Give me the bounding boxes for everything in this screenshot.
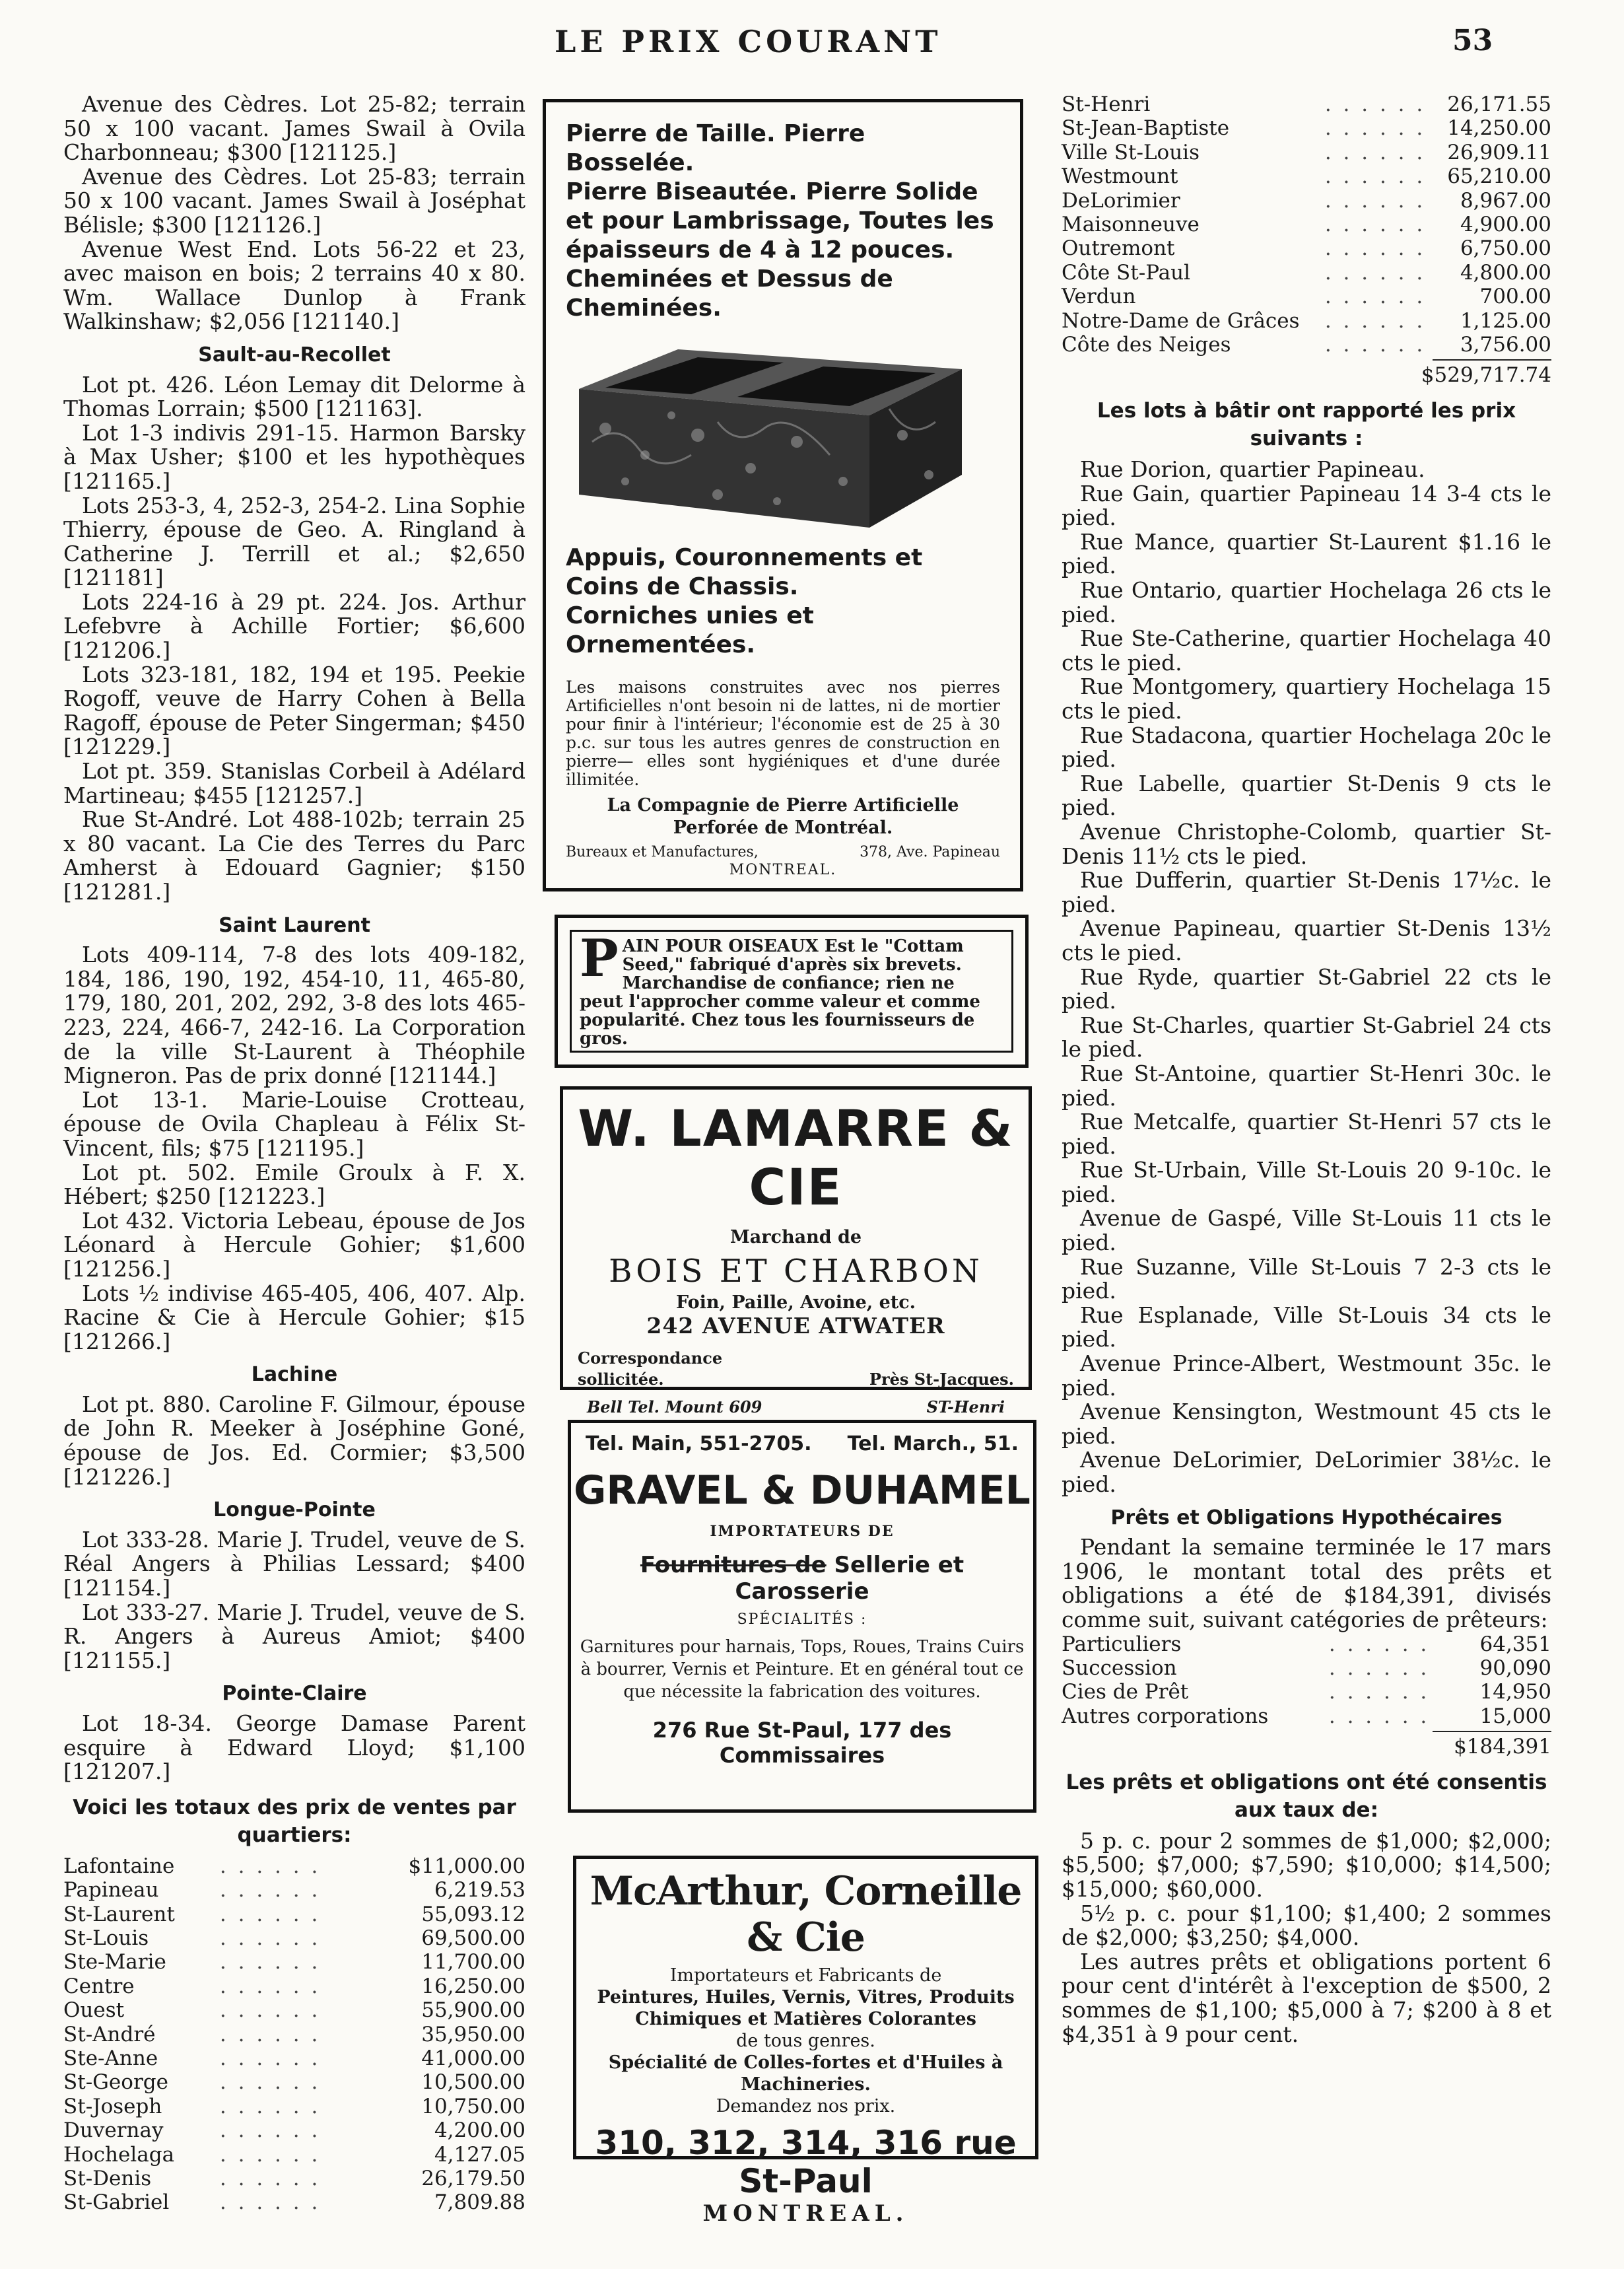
longue-pointe-entries [63, 1528, 525, 1673]
row-label: Centre [63, 1974, 135, 1998]
entry-paragraph: Lot 432. Victoria Lebeau, épouse de Jos Léonard à Hercule Gohier; $1,600 [121256.] [63, 1207, 525, 1282]
section-title-longue-pointe: Longue-Pointe [213, 1498, 376, 1522]
totals-row [63, 1998, 525, 2022]
row-value: 10,750.00 [421, 2094, 525, 2118]
leader-dots: . . . . . . [1328, 1656, 1430, 1680]
right-column [1062, 92, 1551, 2046]
ad-gravel-brand: GRAVEL & DUHAMEL [574, 1467, 1031, 1514]
row-value: 35,950.00 [421, 2022, 525, 2046]
lot-price-entry: Avenue Kensington, Westmount 45 cts le pied. [1062, 1399, 1551, 1449]
lot-price-entry: Avenue de Gaspé, Ville St-Louis 11 cts le pied. [1062, 1205, 1551, 1256]
ad-gravel-description: Garnitures pour harnais, Tops, Roues, Trains Cuirs à bourrer, Vernis et Peinture. Et en général tout ce que nécessite la fabrication des voitures. [580, 1637, 1025, 1702]
ad-lamarre-marchand: Marchand de [729, 1227, 862, 1247]
entry-paragraph: Lots 409-114, 7-8 des lots 409-182, 184, 186, 190, 192, 454-10, 11, 465-80, 179, 180, 201, 202, 292, 3-8 des lots 465-223, 224, 466-7, 242-16. La Corporation de la ville St-Laurent à Théophile Migneron. Pas de prix donné [121144.] [63, 942, 525, 1089]
row-label: Ste-Anne [63, 2046, 158, 2071]
totals-row [63, 1926, 525, 1950]
row-label: St-George [63, 2070, 168, 2095]
ad-gravel-fournitures [571, 1552, 1033, 1605]
entry-paragraph: Avenue des Cèdres. Lot 25-82; terrain 50 x 100 vacant. James Swail à Ovila Charbonneau; $300 [121125.] [63, 91, 525, 166]
entry-paragraph: Avenue West End. Lots 56-22 et 23, avec maison en bois; 2 terrains 40 x 80. Wm. Wallace Dunlop à Frank Walkinshaw; $2,056 [121140.] [63, 236, 525, 335]
row-label: Particuliers [1062, 1632, 1182, 1656]
leader-dots: . . . . . . [219, 1998, 321, 2023]
row-label: Westmount [1062, 164, 1178, 189]
ad-lamarre-bois: BOIS ET CHARBON [609, 1253, 983, 1290]
section-title-sault: Sault-au-Recollet [198, 343, 391, 367]
totals-row [63, 2143, 525, 2167]
leader-dots: . . . . . . [219, 1878, 321, 1902]
entry-paragraph: Rue St-André. Lot 488-102b; terrain 25 x 80 vacant. La Cie des Terres du Parc Amherst à Edouard Gagnier; $150 [121281.] [63, 806, 525, 905]
ad-pain-inner [570, 930, 1013, 1053]
totals-row [1062, 213, 1551, 236]
section-title-pointe-claire: Pointe-Claire [222, 1682, 367, 1706]
ad-lamarre-foin: Foin, Paille, Avoine, etc. [675, 1292, 916, 1313]
leader-dots: . . . . . . [1324, 92, 1426, 116]
row-value: 16,250.00 [421, 1974, 525, 1998]
prets-rule [1433, 1731, 1551, 1732]
section-title-saint-laurent: Saint Laurent [219, 913, 370, 937]
ad-stone-line4: Appuis, Couronnements et Coins de Chassis. [566, 544, 923, 600]
left-column [63, 92, 525, 2215]
leader-dots: . . . . . . [1324, 308, 1426, 333]
ad-lamarre-address: 242 AVENUE ATWATER [646, 1313, 945, 1339]
lot-price-entry: Rue Stadacona, quartier Hochelaga 20c le pied. [1062, 722, 1551, 773]
lot-price-entry: Rue St-Urbain, Ville St-Louis 20 9-10c. le pied. [1062, 1157, 1551, 1207]
leader-dots: . . . . . . [1328, 1704, 1430, 1728]
row-value: 4,200.00 [434, 2118, 525, 2143]
ad-gravel-address: 276 Rue St-Paul, 177 des Commissaires [652, 1718, 952, 1768]
pointe-claire-entries [63, 1712, 525, 1784]
leader-dots: . . . . . . [1324, 236, 1426, 261]
lot-price-entry: Rue Ontario, quartier Hochelaga 26 cts le pied. [1062, 577, 1551, 627]
intro-entries [63, 92, 525, 334]
row-value: 1,125.00 [1460, 308, 1551, 333]
lachine-entries [63, 1393, 525, 1489]
leader-dots: . . . . . . [219, 1902, 321, 1926]
prets-table [1062, 1632, 1551, 1729]
row-label: St-André [63, 2022, 156, 2046]
row-label: St-Laurent [63, 1902, 175, 1926]
leader-dots: . . . . . . [219, 2070, 321, 2095]
row-value: $11,000.00 [408, 1854, 525, 1878]
leader-dots: . . . . . . [219, 1926, 321, 1950]
page-number: 53 [1452, 24, 1493, 57]
row-label: Ville St-Louis [1062, 140, 1200, 164]
leader-dots: . . . . . . [219, 2022, 321, 2046]
taux-entry: 5 p. c. pour 2 sommes de $1,000; $2,000; $5,500; $7,000; $7,590; $10,000; $14,500; $15,000; $60,000. [1062, 1827, 1551, 1902]
prets-row [1062, 1704, 1551, 1728]
totals-row [1062, 285, 1551, 308]
ad-gravel-specialites: SPÉCIALITÉS : [737, 1611, 867, 1628]
lot-price-entry: Rue Ryde, quartier St-Gabriel 22 cts le pied. [1062, 963, 1551, 1014]
entry-paragraph: Lot pt. 880. Caroline F. Gilmour, épouse de John R. Meeker à Joséphine Goné, épouse de Jos. Ed. Cormier; $3,500 [121226.] [63, 1391, 525, 1490]
lot-price-entry: Rue Esplanade, Ville St-Louis 34 cts le pied. [1062, 1302, 1551, 1352]
prets-row [1062, 1656, 1551, 1680]
entry-paragraph: Lot 333-27. Marie J. Trudel, veuve de S. R. Angers à Aureus Amiot; $400 [121155.] [63, 1599, 525, 1673]
row-value: 6,219.53 [434, 1878, 525, 1902]
leader-dots: . . . . . . [1324, 116, 1426, 141]
row-label: Succession [1062, 1656, 1177, 1680]
ad-lamarre [560, 1086, 1032, 1416]
lot-price-entry: Rue Ste-Catherine, quartier Hochelaga 40 cts le pied. [1062, 625, 1551, 676]
totals-title: Voici les totaux des prix de ventes par quartiers: [73, 1795, 516, 1847]
ad-stone-line5: Corniches unies et Ornementées. [566, 602, 814, 658]
prets-total: $184,391 [1454, 1735, 1551, 1759]
totals-row [1062, 141, 1551, 164]
row-value: 3,756.00 [1460, 333, 1551, 357]
entry-paragraph: Lots 253-3, 4, 252-3, 254-2. Lina Sophie Thierry, épouse de Geo. A. Ringland à Catherine J. Terrill et al.; $2,650 [121181] [63, 492, 525, 591]
totals-row [63, 1878, 525, 1902]
lots-title: Les lots à bâtir ont rapporté les prix suivants : [1097, 399, 1516, 451]
row-value: 6,750.00 [1460, 236, 1551, 261]
leader-dots: . . . . . . [1328, 1680, 1430, 1704]
entry-paragraph: Lots 323-181, 182, 194 et 195. Peekie Rogoff, veuve de Harry Cohen à Bella Ragoff, épouse de Peter Singerman; $450 [121229.] [63, 661, 525, 760]
row-label: Côte St-Paul [1062, 260, 1191, 285]
ad-lamarre-sollicitee: sollicitée. [578, 1370, 664, 1389]
ad-mcarthur-brand: McArthur, Corneille & Cie [590, 1868, 1022, 1961]
row-value: 69,500.00 [421, 1926, 525, 1950]
totals-table-continued [1062, 92, 1551, 357]
row-label: Ste-Marie [63, 1950, 166, 1974]
lot-price-entry: Rue Dorion, quartier Papineau. [1080, 456, 1425, 483]
totals-row [63, 2070, 525, 2094]
total-rule [1433, 359, 1551, 361]
row-value: 4,900.00 [1460, 213, 1551, 237]
leader-dots: . . . . . . [219, 1950, 321, 1974]
leader-dots: . . . . . . [219, 1854, 321, 1878]
leader-dots: . . . . . . [219, 1974, 321, 1998]
lot-price-entry: Avenue Papineau, quartier St-Denis 13½ cts le pied. [1062, 915, 1551, 965]
lot-price-entry: Rue Suzanne, Ville St-Louis 7 2-3 cts le pied. [1062, 1253, 1551, 1304]
leader-dots: . . . . . . [1324, 213, 1426, 237]
row-label: St-Henri [1062, 92, 1151, 116]
ad-stone-description: Les maisons construites avec nos pierres Artificielles n'ont besoin ni de lattes, ni de mortier pour finir à l'intérieur; l'économie est de 25 à 30 p.c. sur tous les autres genres de construction en pierre— elles sont hygiéniques et d'une durée illimitée. [566, 678, 1000, 789]
row-value: 8,967.00 [1460, 188, 1551, 213]
leader-dots: . . . . . . [1324, 164, 1426, 189]
taux-title: Les prêts et obligations ont été consentis aux taux de: [1066, 1770, 1547, 1822]
totals-row [63, 2118, 525, 2142]
ad-pain-oiseaux [555, 915, 1029, 1068]
totals-row [1062, 333, 1551, 357]
row-value: 14,250.00 [1447, 116, 1551, 141]
prets-row [1062, 1680, 1551, 1704]
ad-stone-city: MONTREAL. [729, 862, 837, 878]
leader-dots: . . . . . . [1324, 285, 1426, 309]
row-label: Outremont [1062, 236, 1175, 261]
ad-gravel-fourn-strike: Fournitures de [640, 1552, 827, 1578]
leader-dots: . . . . . . [219, 2142, 321, 2167]
ad-lamarre-row2 [563, 1369, 1029, 1390]
section-title-lachine: Lachine [251, 1363, 338, 1387]
ad-lamarre-row3 [563, 1397, 1029, 1418]
leader-dots: . . . . . . [1328, 1632, 1430, 1656]
row-value: 26,909.11 [1447, 140, 1551, 164]
totals-row [63, 1950, 525, 1974]
row-label: Verdun [1062, 285, 1136, 309]
row-label: Lafontaine [63, 1854, 175, 1878]
row-label: St-Louis [63, 1926, 149, 1950]
row-value: 55,900.00 [421, 1998, 525, 2023]
lot-price-entry: Rue Metcalfe, quartier St-Henri 57 cts le pied. [1062, 1109, 1551, 1159]
leader-dots: . . . . . . [219, 2190, 321, 2215]
row-value: 4,800.00 [1460, 260, 1551, 285]
row-label: Papineau [63, 1878, 159, 1902]
row-label: Maisonneuve [1062, 213, 1200, 237]
totals-row [63, 2167, 525, 2190]
leader-dots: . . . . . . [1324, 188, 1426, 213]
ad-stone-address-row [566, 843, 1000, 862]
ad-stone-line3: Cheminées et Dessus de Cheminées. [566, 265, 893, 322]
prets-title: Prêts et Obligations Hypothécaires [1110, 1506, 1503, 1529]
page-header [0, 20, 1624, 66]
ad-stone-address: 378, Ave. Papineau [860, 844, 1000, 860]
row-label: Cies de Prêt [1062, 1680, 1189, 1704]
row-label: St-Gabriel [63, 2190, 170, 2215]
totals-row [1062, 236, 1551, 260]
totals-row [1062, 116, 1551, 140]
entry-paragraph: Lots 224-16 à 29 pt. 224. Jos. Arthur Lefebvre à Achille Fortier; $6,600 [121206.] [63, 588, 525, 664]
row-value: 15,000 [1479, 1704, 1551, 1728]
ad-mcarthur [573, 1856, 1038, 2227]
ad-gravel-tel2: Tel. March., 51. [847, 1432, 1019, 1455]
row-value: 26,171.55 [1447, 92, 1551, 116]
leader-dots: . . . . . . [219, 2046, 321, 2071]
leader-dots: . . . . . . [1324, 333, 1426, 357]
ad-gravel-duhamel [568, 1420, 1036, 1813]
entry-paragraph: Lot 13-1. Marie-Louise Crotteau, épouse de Ovila Chapleau à Félix St-Vincent, fils; $75 [121195.] [63, 1086, 525, 1161]
totals-row [63, 2190, 525, 2214]
lot-price-entry: Avenue Prince-Albert, Westmount 35c. le pied. [1062, 1350, 1551, 1401]
row-value: 55,093.12 [421, 1902, 525, 1926]
prets-intro: Pendant la semaine terminée le 17 mars 1906, le montant total des prêts et obligations a été de $184,391, divisés comme suit, suivant catégories de prêteurs: [1062, 1534, 1551, 1632]
row-value: 4,127.05 [434, 2142, 525, 2167]
ad-mcarthur-address: 310, 312, 314, 316 rue St-Paul [595, 2124, 1017, 2200]
row-label: Ouest [63, 1998, 125, 2023]
ad-gravel-tel1: Tel. Main, 551-2705. [586, 1432, 812, 1455]
entry-paragraph: Lot pt. 426. Léon Lemay dit Delorme à Thomas Lorrain; $500 [121163]. [63, 371, 525, 422]
row-value: 64,351 [1479, 1632, 1551, 1656]
leader-dots: . . . . . . [1324, 260, 1426, 285]
totals-row [1062, 309, 1551, 333]
ad-stone-bureaux: Bureaux et Manufactures, [566, 844, 759, 860]
entry-paragraph: Lots ½ indivise 465-405, 406, 407. Alp. Racine & Cie à Hercule Gohier; $15 [121266.] [63, 1280, 525, 1354]
ad-lamarre-brand: W. LAMARRE & CIE [578, 1099, 1014, 1216]
totals-row [63, 1902, 525, 1926]
row-value: 10,500.00 [421, 2070, 525, 2095]
saint-laurent-entries [63, 943, 525, 1354]
entry-paragraph: Lot 1-3 indivis 291-15. Harmon Barsky à Max Usher; $100 et les hypothèques [121165.] [63, 419, 525, 494]
entry-paragraph: Lot 333-28. Marie J. Trudel, veuve de S. Réal Angers à Philias Lessard; $400 [121154.] [63, 1526, 525, 1601]
row-label: Autres corporations [1062, 1704, 1269, 1728]
row-value: 90,090 [1479, 1656, 1551, 1680]
ad-stone-line1: Pierre de Taille. Pierre Bosselée. [566, 120, 865, 176]
sault-entries [63, 373, 525, 905]
ad-pierre-artificielle [543, 99, 1023, 891]
totals-row [1062, 164, 1551, 188]
row-value: 65,210.00 [1447, 164, 1551, 189]
row-value: 41,000.00 [421, 2046, 525, 2071]
lot-price-entry: Rue St-Charles, quartier St-Gabriel 24 cts le pied. [1062, 1012, 1551, 1063]
ad-lamarre-bell: Bell Tel. Mount 609 [587, 1397, 762, 1416]
ad-gravel-importateurs: IMPORTATEURS DE [710, 1523, 895, 1540]
ad-gravel-fourn-rest: Sellerie et Carosserie [735, 1552, 964, 1605]
ad-mcarthur-t1: Importateurs et Fabricants de [669, 1965, 942, 1986]
row-value: 7,809.88 [434, 2190, 525, 2215]
row-label: Notre-Dame de Grâces [1062, 308, 1300, 333]
ad-mcarthur-t4: Spécialité de Colles-fortes et d'Huiles à Machineries. [608, 2052, 1003, 2095]
totals-table [63, 1854, 525, 2215]
lot-price-entry: Avenue Christophe-Colomb, quartier St-Denis 11½ cts le pied. [1062, 818, 1551, 869]
entry-paragraph: Lot 18-34. George Damase Parent esquire à Edward Lloyd; $1,100 [121207.] [63, 1710, 525, 1785]
lot-price-entry: Rue Dufferin, quartier St-Denis 17½c. le pied. [1062, 867, 1551, 917]
ad-gravel-tel-row [571, 1423, 1033, 1455]
row-label: St-Joseph [63, 2094, 162, 2118]
ad-mcarthur-t5: Demandez nos prix. [716, 2096, 896, 2116]
lot-price-entry: Rue Labelle, quartier St-Denis 9 cts le pied. [1062, 770, 1551, 821]
totals-row [1062, 189, 1551, 213]
ad-mcarthur-city: MONTREAL. [702, 2200, 909, 2227]
ad-pain-text: AIN POUR OISEAUX Est le "Cottam Seed," fabriqué d'après six brevets. Marchandise de confiance; rien ne peut l'approcher comme valeur et comme popularité. Chez tous les fournisseurs de gros. [580, 936, 980, 1049]
prets-row [1062, 1632, 1551, 1656]
ad-lamarre-corr: Correspondance [578, 1348, 723, 1368]
leader-dots: . . . . . . [219, 2118, 321, 2143]
lot-price-entry: Rue Montgomery, quartiery Hochelaga 15 cts le pied. [1062, 674, 1551, 724]
lots-list [1062, 458, 1551, 1497]
totals-row [63, 1854, 525, 1878]
row-label: St-Jean-Baptiste [1062, 116, 1230, 141]
taux-list [1062, 1829, 1551, 2046]
lot-price-entry: Rue Mance, quartier St-Laurent $1.16 le pied. [1062, 528, 1551, 579]
row-label: Hochelaga [63, 2142, 175, 2167]
row-value: 26,179.50 [421, 2167, 525, 2191]
totals-row [1062, 92, 1551, 116]
entry-paragraph: Avenue des Cèdres. Lot 25-83; terrain 50 x 100 vacant. James Swail à Joséphat Bélisle; $300 [121126.] [63, 163, 525, 238]
lot-price-entry: Avenue DeLorimier, DeLorimier 38½c. le pied. [1062, 1447, 1551, 1497]
row-value: 14,950 [1479, 1680, 1551, 1704]
ad-stone-line2: Pierre Biseautée. Pierre Solide et pour Lambrissage, Toutes les épaisseurs de 4 à 12 pouces. [566, 178, 994, 263]
totals-row [63, 2023, 525, 2046]
leader-dots: . . . . . . [219, 2167, 321, 2191]
row-label: Côte des Neiges [1062, 333, 1231, 357]
ad-stone-company: La Compagnie de Pierre Artificielle Perforée de Montréal. [607, 795, 959, 838]
totals-row [63, 1974, 525, 1998]
taux-entry: Les autres prêts et obligations portent 6 pour cent d'intérêt à l'exception de $500, 2 sommes de $1,100; $5,000 à 7; $200 à 8 et $4,351 à 9 pour cent. [1062, 1948, 1551, 2047]
row-value: 700.00 [1479, 285, 1551, 309]
ad-lamarre-row1 [563, 1348, 1029, 1369]
stone-block-illustration [566, 343, 975, 534]
lot-price-entry: Rue St-Antoine, quartier St-Henri 30c. le pied. [1062, 1060, 1551, 1111]
row-label: St-Denis [63, 2167, 152, 2191]
totals-row [63, 2046, 525, 2070]
leader-dots: . . . . . . [219, 2094, 321, 2118]
totals-row [1062, 261, 1551, 285]
ad-mcarthur-t3: de tous genres. [736, 2031, 875, 2051]
lot-price-entry: Rue Gain, quartier Papineau 14 3-4 cts le pied. [1062, 480, 1551, 531]
leader-dots: . . . . . . [1324, 140, 1426, 164]
ad-pain-initial: P [580, 928, 619, 989]
taux-entry: 5½ p. c. pour $1,100; $1,400; 2 sommes de $2,000; $3,250; $4,000. [1062, 1900, 1551, 1951]
row-label: DeLorimier [1062, 188, 1180, 213]
ad-lamarre-sthenri: ST-Henri [926, 1397, 1005, 1416]
entry-paragraph: Lot pt. 359. Stanislas Corbeil à Adélard Martineau; $455 [121257.] [63, 758, 525, 808]
totals-row [63, 2095, 525, 2118]
ad-lamarre-pres: Près St-Jacques. [869, 1370, 1014, 1389]
row-label: Duvernay [63, 2118, 164, 2143]
grand-total: $529,717.74 [1421, 363, 1551, 388]
row-value: 11,700.00 [421, 1950, 525, 1974]
ad-mcarthur-t2: Peintures, Huiles, Vernis, Vitres, Produits Chimiques et Matières Colorantes [597, 1987, 1015, 2029]
entry-paragraph: Lot pt. 502. Emile Groulx à F. X. Hébert; $250 [121223.] [63, 1159, 525, 1210]
journal-title: LE PRIX COURANT [555, 24, 942, 59]
